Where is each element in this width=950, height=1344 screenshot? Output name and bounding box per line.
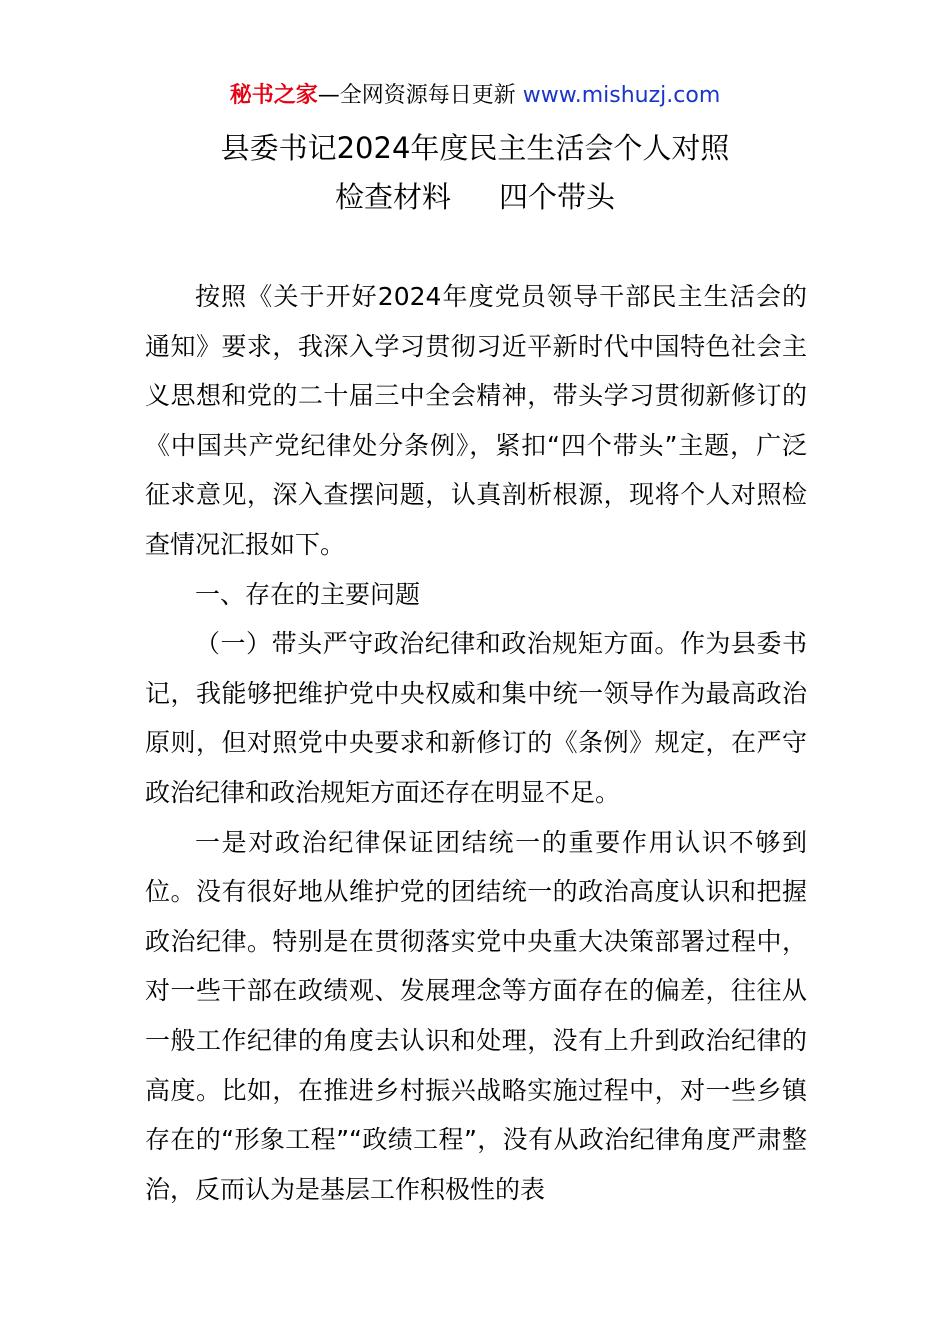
document-title-part-2: 四个带头 — [499, 180, 616, 214]
site-url-link[interactable]: www.mishuzj.com — [522, 83, 721, 108]
document-title-line-2 — [0, 177, 950, 217]
section-heading-1: 一、存在的主要问题 — [195, 579, 421, 609]
document-body — [145, 272, 807, 1214]
site-header — [0, 80, 950, 112]
document-title-part-1: 检查材料 — [334, 180, 451, 214]
paragraph-point-1: 一是对政治纪律保证团结统一的重要作用认识不够到位。没有很好地从维护党的团结统一的政治高度认识和把握政治纪律。特别是在贯彻落实党中央重大决策部署过程中，对一些干部在政绩观、发展理念等方面存在的偏差，往往从一般工作纪律的角度去认识和处理，没有上升到政治纪律的高度。比如，在推进乡村振兴战略实施过程中，对一些乡镇存在的“形象工程”“政绩工程”，没有从政治纪律角度严肃整治，反而认为是基层工作积极性的表 — [145, 827, 807, 1204]
paragraph-intro: 按照《关于开好2024年度党员领导干部民主生活会的通知》要求，我深入学习贯彻习近平新时代中国特色社会主义思想和党的二十届三中全会精神，带头学习贯彻新修订的《中国共产党纪律处分条例》，紧扣“四个带头”主题，广泛征求意见，深入查摆问题，认真剖析根源，现将个人对照检查情况汇报如下。 — [145, 282, 807, 559]
brand-name: 秘书之家 — [229, 83, 318, 108]
header-tagline: —全网资源每日更新 — [317, 83, 523, 108]
document-title-line-1: 县委书记2024年度民主生活会个人对照 — [220, 131, 730, 165]
paragraph-subsection-1: （一）带头严守政治纪律和政治规矩方面。作为县委书记，我能够把维护党中央权威和集中统一领导作为最高政治原则，但对照党中央要求和新修订的《条例》规定，在严守政治纪律和政治规矩方面还存在明显不足。 — [145, 629, 807, 807]
